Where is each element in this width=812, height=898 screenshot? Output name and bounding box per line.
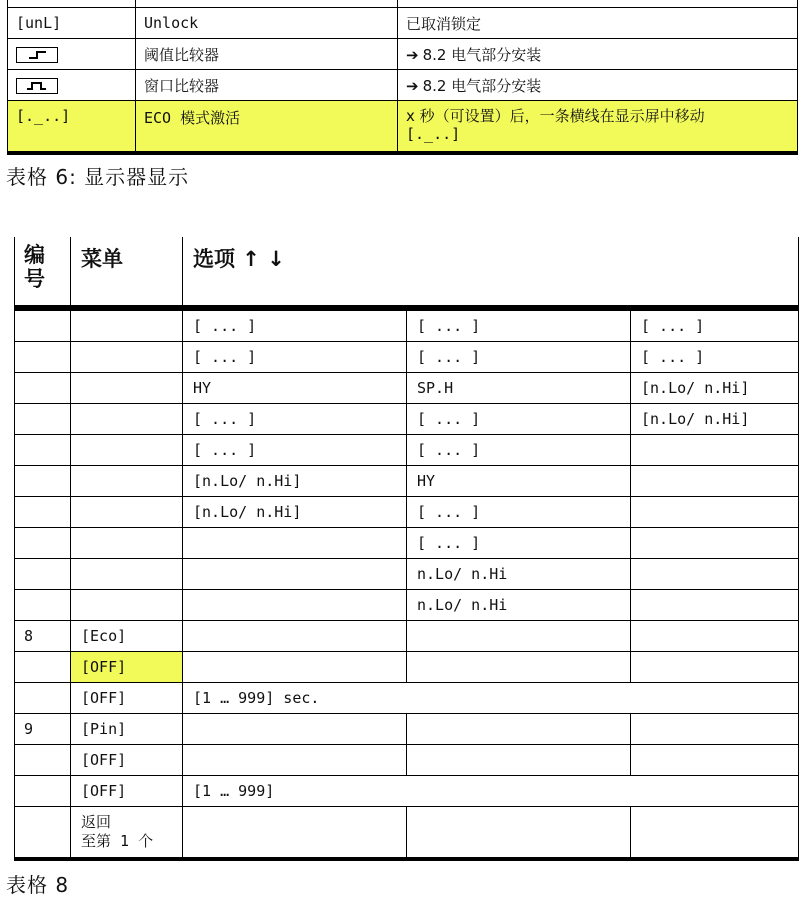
display-code: [unL] — [8, 8, 136, 39]
display-name: 窗口比较器 — [136, 70, 398, 101]
option-a — [183, 528, 407, 559]
header-options: 选项 ↑ ↓ — [183, 237, 799, 308]
option-b: HY — [407, 466, 631, 497]
row-number — [15, 435, 71, 466]
option-c — [631, 559, 799, 590]
arrow-right-icon: ➔ — [406, 45, 419, 64]
row-number — [15, 590, 71, 621]
option-b — [407, 776, 631, 807]
table-row — [15, 745, 799, 776]
window-comparator-icon — [16, 78, 58, 94]
option-b — [407, 714, 631, 745]
threshold-comparator-icon — [16, 47, 58, 63]
option-b: [ ... ] — [407, 308, 631, 342]
display-table — [7, 0, 798, 155]
option-a: [n.Lo/ n.Hi] — [183, 466, 407, 497]
row-number — [15, 745, 71, 776]
menu-value: [OFF] — [71, 652, 183, 683]
menu-value: [Eco] — [71, 621, 183, 652]
row-number — [15, 404, 71, 435]
row-number: 9 — [15, 714, 71, 745]
option-b: [ ... ] — [407, 342, 631, 373]
option-c — [631, 497, 799, 528]
table-row — [15, 776, 799, 807]
option-a: [1 … 999] — [183, 776, 407, 807]
option-c — [631, 528, 799, 559]
option-b: [ ... ] — [407, 528, 631, 559]
row-number — [15, 308, 71, 342]
display-meaning-cell — [398, 70, 798, 101]
menu-value — [71, 497, 183, 528]
table-row-cut — [8, 0, 798, 8]
option-c: [n.Lo/ n.Hi] — [631, 373, 799, 404]
menu-value: [OFF] — [71, 683, 183, 714]
display-name: 阈值比较器 — [136, 39, 398, 70]
table-row — [15, 435, 799, 466]
menu-value — [71, 404, 183, 435]
display-meaning-cell — [398, 101, 798, 154]
section-reference-link[interactable]: 8.2 电气部分安装 — [422, 76, 542, 95]
menu-value — [71, 373, 183, 404]
display-name: ECO 模式激活 — [136, 101, 398, 154]
option-a: [ ... ] — [183, 342, 407, 373]
option-b: n.Lo/ n.Hi — [407, 559, 631, 590]
row-number — [15, 342, 71, 373]
table-caption: 表格 6: 显示器显示 — [6, 165, 190, 189]
table-row — [15, 714, 799, 745]
option-b — [407, 652, 631, 683]
option-b — [407, 621, 631, 652]
option-a: [n.Lo/ n.Hi] — [183, 497, 407, 528]
menu-value-line1: 返回 — [81, 813, 112, 831]
option-a: [ ... ] — [183, 435, 407, 466]
menu-value: [OFF] — [71, 776, 183, 807]
option-c — [631, 745, 799, 776]
option-a — [183, 652, 407, 683]
option-a: [ ... ] — [183, 308, 407, 342]
menu-value — [71, 807, 183, 860]
table-row — [15, 528, 799, 559]
display-meaning-cell — [398, 39, 798, 70]
table-row — [15, 807, 799, 860]
option-c — [631, 683, 799, 714]
menu-value — [71, 308, 183, 342]
table-row — [15, 559, 799, 590]
option-c — [631, 621, 799, 652]
display-code-cell — [8, 39, 136, 70]
row-number — [15, 559, 71, 590]
option-c — [631, 776, 799, 807]
table-caption: 表格 8 — [6, 873, 70, 897]
option-b: [ ... ] — [407, 497, 631, 528]
display-name: Unlock — [136, 8, 398, 39]
option-b: [ ... ] — [407, 404, 631, 435]
option-c — [631, 466, 799, 497]
option-a — [183, 559, 407, 590]
option-b: SP.H — [407, 373, 631, 404]
option-b: [ ... ] — [407, 435, 631, 466]
table-row — [15, 466, 799, 497]
option-c — [631, 590, 799, 621]
display-code: [._..] — [8, 101, 136, 154]
table-row — [15, 373, 799, 404]
option-c — [631, 652, 799, 683]
table-row — [15, 404, 799, 435]
menu-value — [71, 528, 183, 559]
option-c: [ ... ] — [631, 342, 799, 373]
menu-value — [71, 590, 183, 621]
row-number — [15, 652, 71, 683]
menu-value: [Pin] — [71, 714, 183, 745]
display-meaning-line2: [._..] — [406, 125, 461, 143]
table-row — [8, 8, 798, 39]
menu-table — [14, 237, 799, 861]
table-row — [15, 342, 799, 373]
menu-value — [71, 559, 183, 590]
menu-table-body — [15, 308, 799, 859]
option-a — [183, 621, 407, 652]
option-a: [ ... ] — [183, 404, 407, 435]
table-row — [8, 39, 798, 70]
table-row — [15, 308, 799, 342]
option-a — [183, 590, 407, 621]
option-a — [183, 807, 407, 860]
row-number — [15, 466, 71, 497]
table-header-row — [15, 237, 799, 308]
option-c — [631, 807, 799, 860]
row-number — [15, 373, 71, 404]
row-number — [15, 807, 71, 860]
table-row — [15, 652, 799, 683]
option-a — [183, 714, 407, 745]
display-code-cell — [8, 70, 136, 101]
menu-value — [71, 342, 183, 373]
table-row — [15, 621, 799, 652]
menu-value-line2: 至第 1 个 — [81, 832, 154, 850]
display-meaning: 已取消锁定 — [398, 8, 798, 39]
table-row — [15, 497, 799, 528]
menu-value — [71, 466, 183, 497]
option-b: n.Lo/ n.Hi — [407, 590, 631, 621]
option-c — [631, 714, 799, 745]
header-number: 编号 — [15, 237, 71, 308]
section-reference-link[interactable]: 8.2 电气部分安装 — [422, 45, 542, 64]
row-number — [15, 528, 71, 559]
display-meaning: x 秒（可设置）后，一条横线在显示屏中移动 — [406, 107, 705, 125]
arrow-right-icon: ➔ — [406, 76, 419, 95]
option-b — [407, 745, 631, 776]
option-c: [ ... ] — [631, 308, 799, 342]
row-number — [15, 683, 71, 714]
option-b — [407, 807, 631, 860]
option-c: [n.Lo/ n.Hi] — [631, 404, 799, 435]
menu-value — [71, 435, 183, 466]
option-c — [631, 435, 799, 466]
option-a: HY — [183, 373, 407, 404]
row-number: 8 — [15, 621, 71, 652]
row-number — [15, 776, 71, 807]
menu-value: [OFF] — [71, 745, 183, 776]
row-number — [15, 497, 71, 528]
table-row — [8, 70, 798, 101]
table-row-highlighted — [8, 101, 798, 154]
option-a — [183, 745, 407, 776]
option-b — [407, 683, 631, 714]
table-row — [15, 590, 799, 621]
header-menu: 菜单 — [71, 237, 183, 308]
option-a: [1 … 999] sec. — [183, 683, 407, 714]
table-row — [15, 683, 799, 714]
